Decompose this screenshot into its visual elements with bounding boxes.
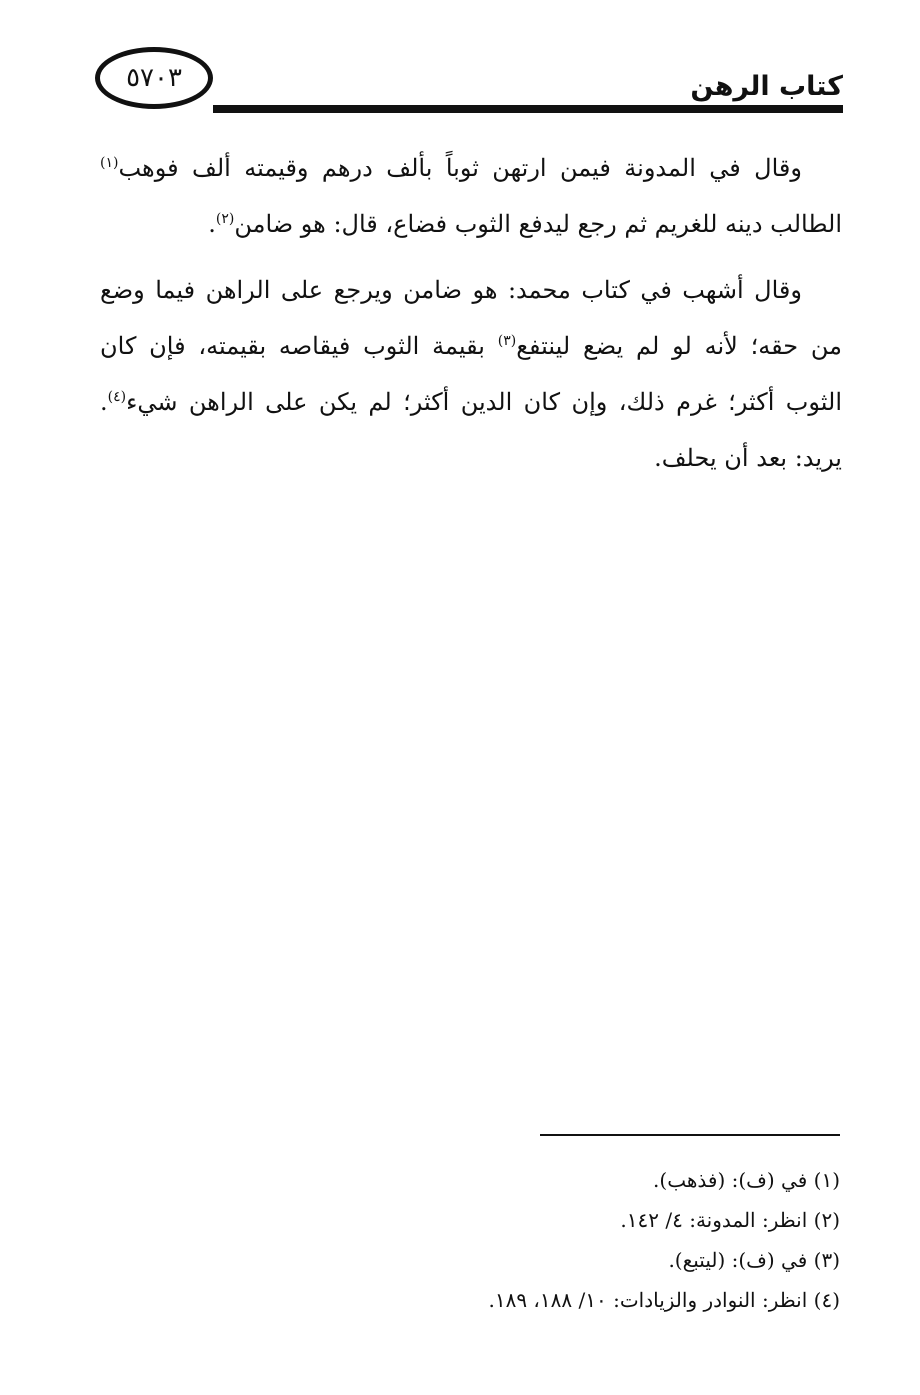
page-number-oval <box>95 47 213 109</box>
header-rule <box>213 105 843 113</box>
footnote-2: (٢) انظر: المدونة: ٤/ ١٤٢. <box>620 1208 840 1232</box>
paragraph-2 <box>100 262 842 486</box>
footnote-ref-1: (١) <box>100 155 119 171</box>
footnote-ref-3: (٣) <box>497 333 517 349</box>
para2-text2: بقيمة الثوب فيقاصه بقيمته، فإن كان الثوب أكثر؛ غرم ذلك، وإن كان الدين أكثر؛ لم يكن على الراهن شيء <box>100 332 842 416</box>
chapter-title: كتاب الرهن <box>690 71 843 102</box>
paragraph-1 <box>100 140 842 252</box>
footnote-divider <box>540 1134 840 1136</box>
footnote-ref-4: (٤) <box>107 389 127 405</box>
footnote-1: (١) في (ف): (فذهب). <box>653 1168 840 1192</box>
para1-text: وقال في المدونة فيمن ارتهن ثوباً بألف درهم وقيمته ألف فوهب <box>118 154 802 182</box>
footnote-4: (٤) انظر: النوادر والزيادات: ١٠/ ١٨٨، ١٨٩. <box>488 1288 840 1312</box>
para1-text2: الطالب دينه للغريم ثم رجع ليدفع الثوب فضاع، قال: هو ضامن <box>234 210 842 238</box>
main-text <box>100 140 842 496</box>
para2-text: وقال أشهب في كتاب محمد: هو ضامن ويرجع على الراهن فيما وضع من حقه؛ لأنه لو لم يضع لينتفع <box>100 276 842 360</box>
para2-text3: . يريد: بعد أن يحلف. <box>100 388 842 472</box>
page-header <box>95 45 843 120</box>
footnotes <box>340 1160 840 1320</box>
para1-end: . <box>208 210 216 238</box>
footnote-3: (٣) في (ف): (ليتبع). <box>668 1248 840 1272</box>
page-number: ٥٧٠٣ <box>126 63 182 93</box>
footnote-ref-2: (٢) <box>215 211 235 227</box>
